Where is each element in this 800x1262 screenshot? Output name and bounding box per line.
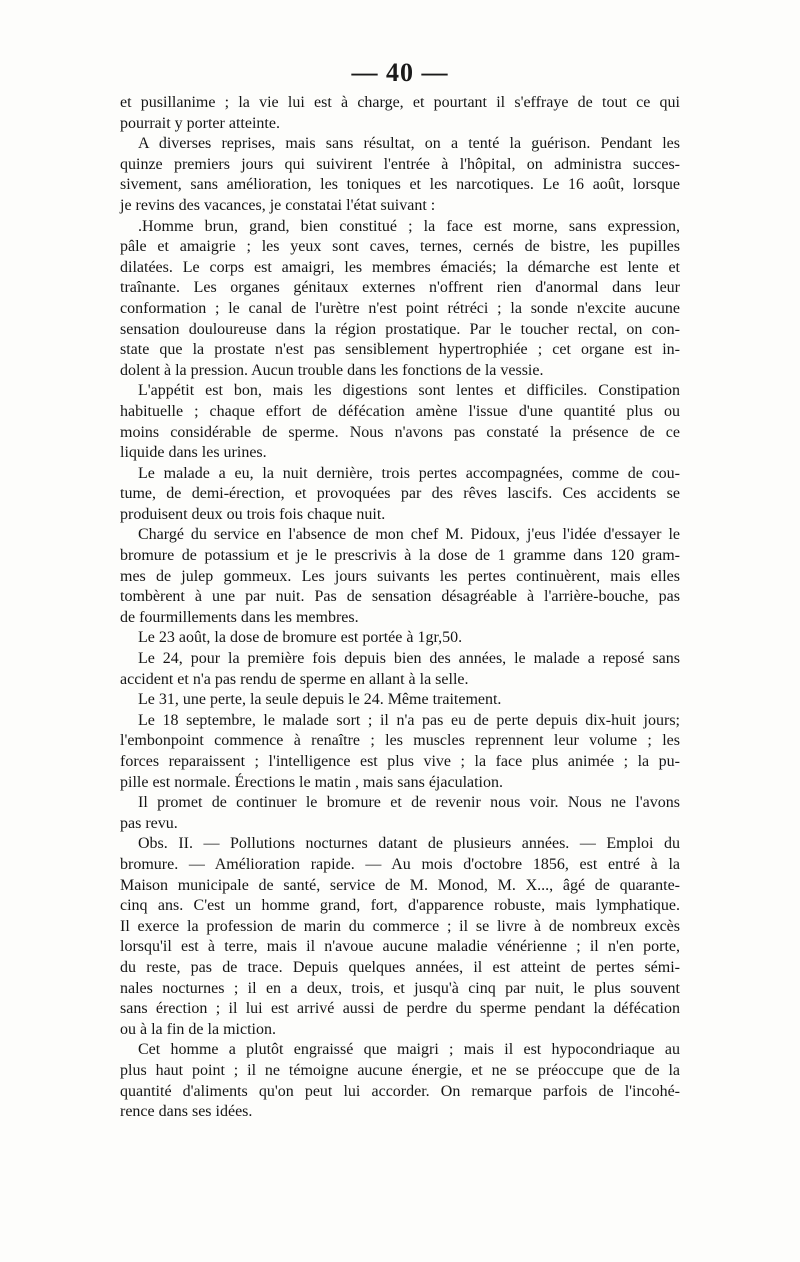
text-line: Le 31, une perte, la seule depuis le 24. Même traitement. bbox=[138, 691, 502, 709]
text-line: A diverses reprises, mais sans résultat, on a tenté la guérison. Pendant les bbox=[138, 135, 680, 153]
text-line: Le 24, pour la première fois depuis bien des années, le malade a reposé sans bbox=[138, 650, 680, 668]
text-line: ou à la fin de la miction. bbox=[120, 1020, 276, 1038]
text-line: pâle et amaigrie ; les yeux sont caves, ternes, cernés de bistre, les pupilles bbox=[120, 238, 680, 256]
text-line: Chargé du service en l'absence de mon chef M. Pidoux, j'eus l'idée d'essayer le bbox=[138, 526, 680, 544]
text-line: Il exerce la profession de marin du commerce ; il se livre à de nombreux excès bbox=[120, 917, 680, 935]
text-line: produisent deux ou trois fois chaque nuit. bbox=[120, 505, 386, 523]
text-line: accident et n'a pas rendu de sperme en allant à la selle. bbox=[120, 670, 469, 688]
text-line: tombèrent à une par nuit. Pas de sensation désagréable à l'arrière-bouche, pas bbox=[120, 588, 680, 606]
text-line: pille est normale. Érections le matin , mais sans éjaculation. bbox=[120, 773, 503, 791]
text-line: du reste, pas de trace. Depuis quelques années, il est atteint de pertes sémi- bbox=[120, 958, 680, 976]
text-line: dilatées. Le corps est amaigri, les membres émaciés; la démarche est lente et bbox=[120, 258, 680, 276]
text-line: nales nocturnes ; il en a deux, trois, et jusqu'à cinq par nuit, le plus souvent bbox=[120, 979, 680, 997]
text-line: traînante. Les organes génitaux externes n'offrent rien d'anormal dans leur bbox=[120, 279, 680, 297]
text-line: conformation ; le canal de l'urètre n'est point rétréci ; la sonde n'excite aucune bbox=[120, 299, 680, 317]
text-line: quantité d'aliments qu'on peut lui accorder. On remarque parfois de l'incohé- bbox=[120, 1082, 680, 1100]
text-line: state que la prostate n'est pas sensiblement hypertrophiée ; cet organe est in- bbox=[120, 341, 680, 359]
text-line: Maison municipale de santé, service de M. Monod, M. X..., âgé de quarante- bbox=[120, 876, 680, 894]
text-line: lorsqu'il est à terre, mais il n'avoue aucune maladie vénérienne ; il n'en porte, bbox=[120, 938, 680, 956]
text-line: de fourmillements dans les membres. bbox=[120, 608, 359, 626]
text-line: pas revu. bbox=[120, 814, 178, 832]
text-line: et pusillanime ; la vie lui est à charge, et pourtant il s'effraye de tout ce qui bbox=[120, 94, 680, 111]
text-line: mes de julep gommeux. Les jours suivants les pertes continuèrent, mais elles bbox=[120, 567, 680, 585]
text-line: tume, de demi-érection, et provoquées par des rêves lascifs. Ces accidents se bbox=[120, 485, 680, 503]
text-line: plus haut point ; il ne témoigne aucune énergie, et ne se préoccupe que de la bbox=[120, 1061, 680, 1079]
text-line: Il promet de continuer le bromure et de revenir nous voir. Nous ne l'avons bbox=[138, 794, 680, 812]
text-line: l'embonpoint commence à renaître ; les muscles reprennent leur volume ; les bbox=[120, 732, 680, 750]
text-line: dolent à la pression. Aucun trouble dans les fonctions de la vessie. bbox=[120, 361, 544, 379]
text-line: cinq ans. C'est un homme grand, fort, d'apparence robuste, mais lymphatique. bbox=[120, 897, 680, 915]
text-line: forces reparaissent ; l'intelligence est plus vive ; la face plus animée ; la pu- bbox=[120, 753, 680, 770]
text-line: sans érection ; il lui est arrivé aussi de perdre du sperme pendant la défécation bbox=[120, 1000, 680, 1018]
text-line: rence dans ses idées. bbox=[120, 1103, 253, 1121]
text-line: moins considérable de sperme. Nous n'avons pas constaté la présence de ce bbox=[120, 423, 680, 441]
text-line: pourrait y porter atteinte. bbox=[120, 114, 280, 132]
body-text bbox=[120, 93, 680, 1123]
text-line: liquide dans les urines. bbox=[120, 444, 267, 462]
text-line: Le malade a eu, la nuit dernière, trois pertes accompagnées, comme de cou- bbox=[138, 464, 680, 482]
text-line: .Homme brun, grand, bien constitué ; la face est morne, sans expression, bbox=[138, 217, 680, 235]
text-line: bromure de potassium et je le prescrivis à la dose de 1 gramme dans 120 gram- bbox=[120, 547, 680, 565]
text-line: Obs. II. — Pollutions nocturnes datant de plusieurs années. — Emploi du bbox=[138, 835, 680, 853]
text-line: L'appétit est bon, mais les digestions sont lentes et difficiles. Constipation bbox=[138, 382, 680, 400]
text-line: je revins des vacances, je constatai l'état suivant : bbox=[120, 196, 436, 214]
text-line: bromure. — Amélioration rapide. — Au mois d'octobre 1856, est entré à la bbox=[120, 855, 680, 873]
text-line: sensation douloureuse dans la région prostatique. Par le toucher rectal, on con- bbox=[120, 320, 680, 338]
page-number: — 40 — bbox=[351, 58, 449, 87]
text-line: sivement, sans amélioration, les toniques et les narcotiques. Le 16 août, lorsque bbox=[120, 176, 680, 194]
text-line: quinze premiers jours qui suivirent l'entrée à l'hôpital, on administra succes- bbox=[120, 155, 680, 173]
text-line: Cet homme a plutôt engraissé que maigri ; mais il est hypocondriaque au bbox=[138, 1041, 680, 1059]
text-line: Le 23 août, la dose de bromure est portée à 1gr,50. bbox=[138, 629, 463, 647]
text-line: Le 18 septembre, le malade sort ; il n'a pas eu de perte depuis dix-huit jours; bbox=[138, 711, 680, 729]
text-line: habituelle ; chaque effort de défécation amène l'issue d'une quantité plus ou bbox=[120, 402, 680, 420]
